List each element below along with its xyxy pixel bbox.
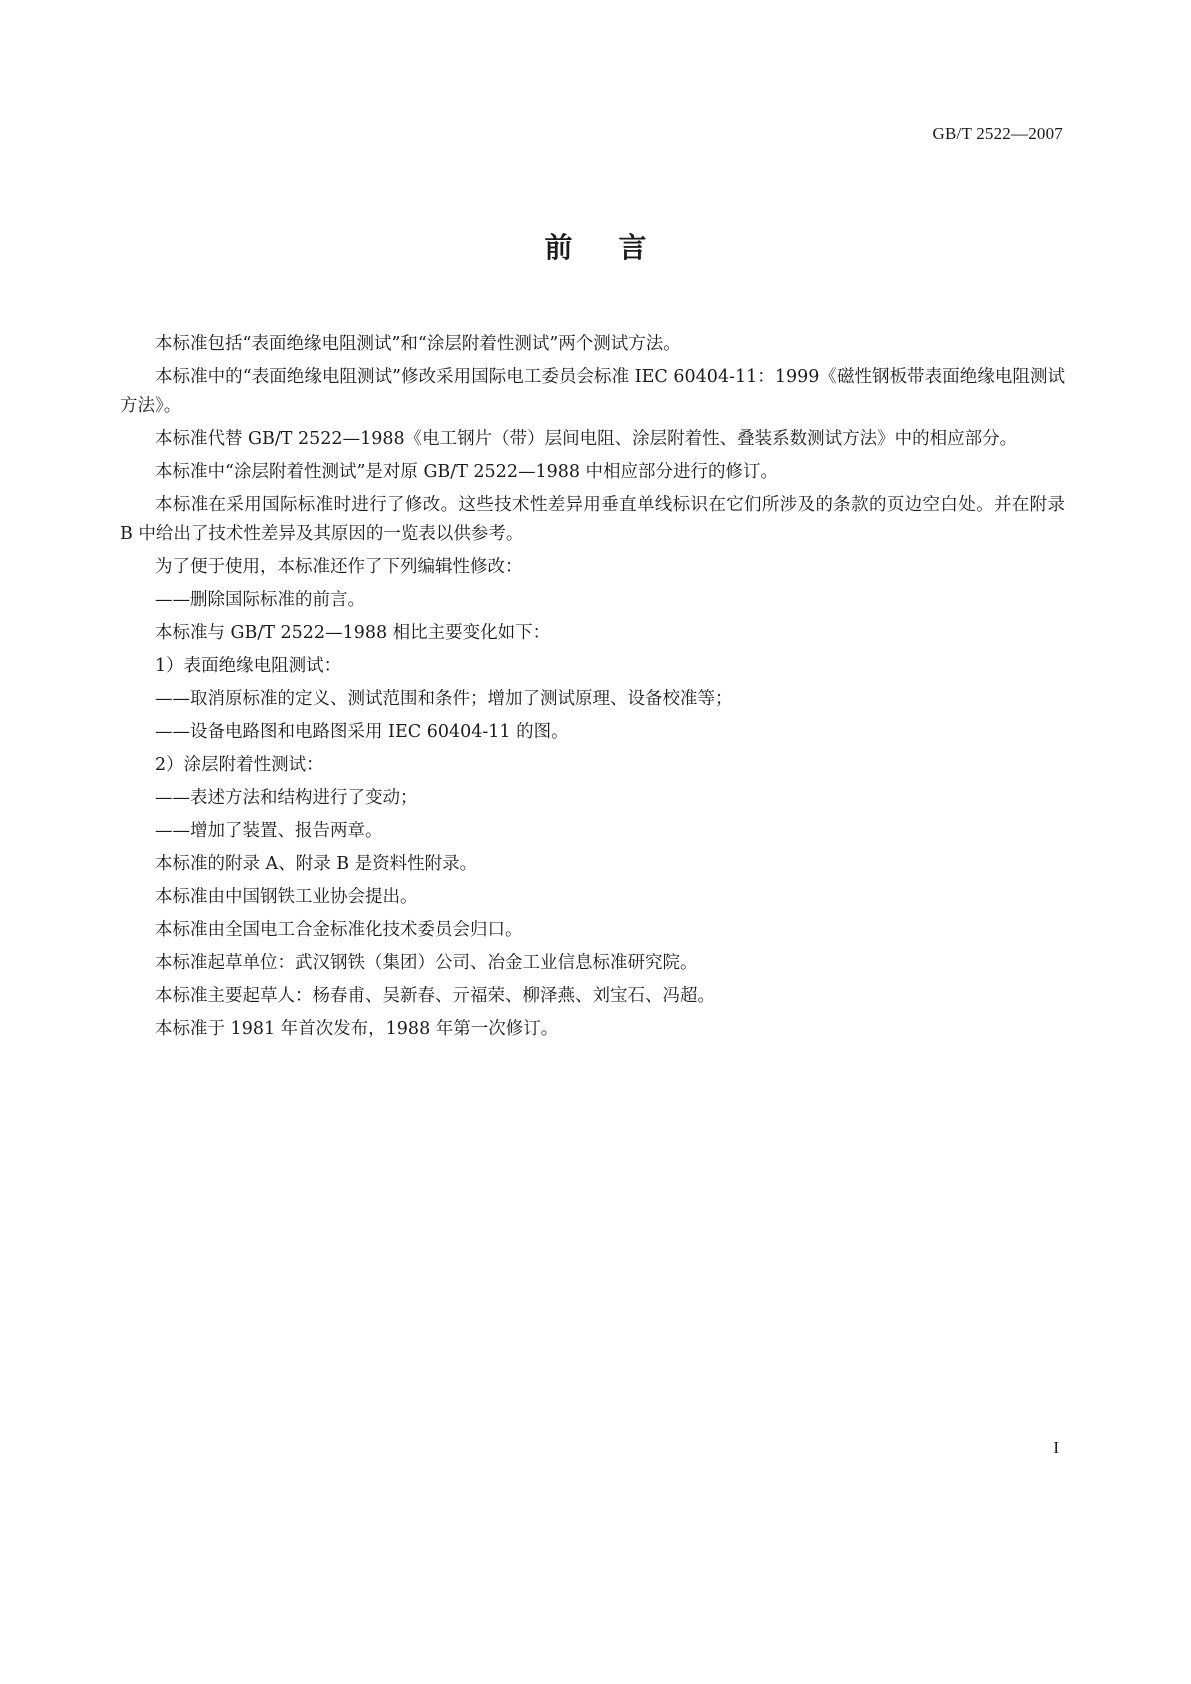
paragraph: 本标准主要起草人：杨春甫、吴新春、亓福荣、柳泽燕、刘宝石、冯超。 — [155, 986, 715, 1006]
paragraph: 本标准的附录 A、附录 B 是资料性附录。 — [155, 854, 478, 874]
list-heading: 1）表面绝缘电阻测试： — [155, 656, 342, 676]
paragraph: 本标准起草单位：武汉钢铁（集团）公司、冶金工业信息标准研究院。 — [155, 953, 698, 973]
paragraph: 为了便于使用，本标准还作了下列编辑性修改： — [155, 557, 523, 577]
foreword-body — [120, 330, 1065, 1048]
list-item: ——删除国际标准的前言。 — [155, 590, 365, 610]
paragraph: 本标准在采用国际标准时进行了修改。这些技术性差异用垂直单线标识在它们所涉及的条款的页边空白处。并在附录 B 中给出了技术性差异及其原因的一览表以供参考。 — [120, 495, 1065, 544]
list-item: ——表述方法和结构进行了变动； — [155, 788, 418, 808]
paragraph: 本标准代替 GB/T 2522—1988《电工钢片（带）层间电阻、涂层附着性、叠装系数测试方法》中的相应部分。 — [155, 429, 1018, 449]
paragraph: 本标准中的“表面绝缘电阻测试”修改采用国际电工委员会标准 IEC 60404-11：1999《磁性钢板带表面绝缘电阻测试方法》。 — [120, 367, 1065, 416]
paragraph: 本标准于 1981 年首次发布，1988 年第一次修订。 — [155, 1019, 559, 1039]
list-item: ——设备电路图和电路图采用 IEC 60404-11 的图。 — [155, 722, 569, 742]
list-item: ——增加了装置、报告两章。 — [155, 821, 383, 841]
standard-code: GB/T 2522—2007 — [932, 124, 1063, 143]
paragraph: 本标准包括“表面绝缘电阻测试”和“涂层附着性测试”两个测试方法。 — [155, 334, 681, 354]
paragraph: 本标准由中国钢铁工业协会提出。 — [155, 887, 418, 907]
list-item: ——取消原标准的定义、测试范围和条件；增加了测试原理、设备校准等； — [155, 689, 733, 709]
page-title: 前言 — [544, 231, 693, 264]
paragraph: 本标准与 GB/T 2522—1988 相比主要变化如下： — [155, 623, 551, 643]
page-number: I — [1053, 1438, 1059, 1457]
paragraph: 本标准由全国电工合金标准化技术委员会归口。 — [155, 920, 523, 940]
paragraph: 本标准中“涂层附着性测试”是对原 GB/T 2522—1988 中相应部分进行的修订。 — [155, 462, 779, 482]
list-heading: 2）涂层附着性测试： — [155, 755, 324, 775]
